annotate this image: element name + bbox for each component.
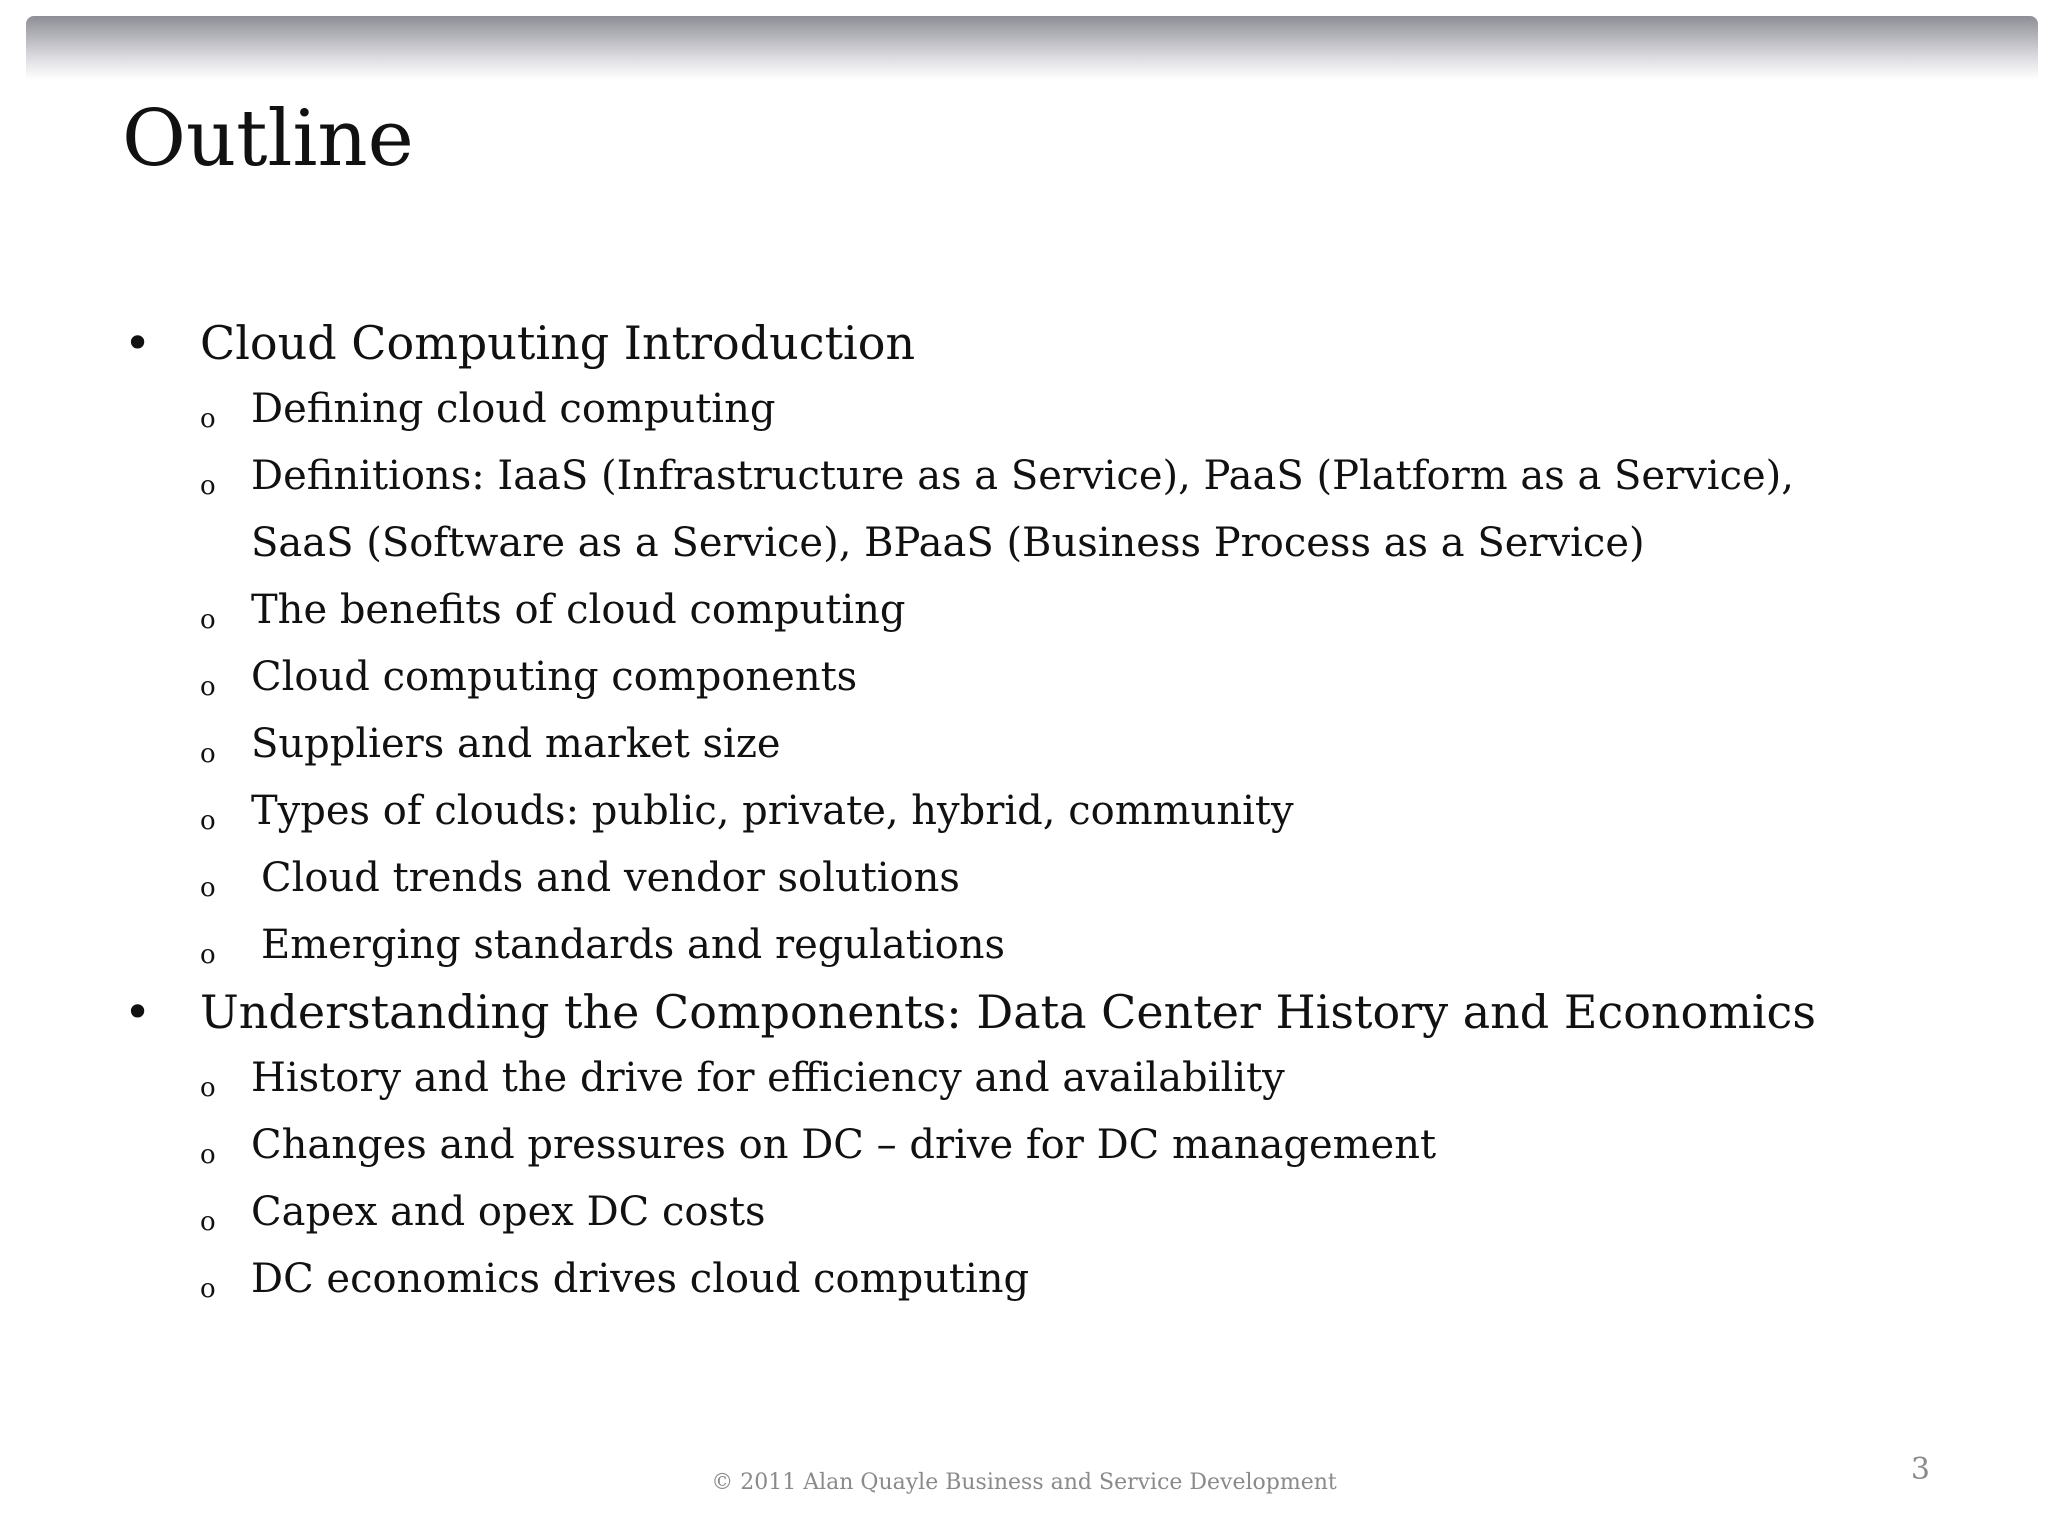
list-item [0, 1045, 1811, 1112]
section-heading-text: Understanding the Components: Data Center History and Economics [200, 985, 1816, 1039]
list-item [0, 376, 1811, 443]
sub-bullet-icon: o [200, 940, 216, 970]
list-item-text: Capex and opex DC costs [251, 1189, 766, 1235]
list-item-text: Cloud trends and vendor solutions [261, 855, 960, 901]
list-item [0, 1246, 1811, 1313]
sub-bullet-icon: o [200, 1073, 216, 1103]
sub-bullet-icon: o [200, 739, 216, 769]
list-item-text: History and the drive for efficiency and availability [251, 1055, 1285, 1101]
list-item [0, 845, 1811, 912]
bullet-icon: • [124, 316, 152, 370]
slide-title: Outline [122, 94, 414, 184]
section-heading-text: Cloud Computing Introduction [200, 316, 916, 370]
sub-bullet-icon: o [200, 1140, 216, 1170]
sub-bullet-icon: o [200, 1274, 216, 1304]
list-item-text: Types of clouds: public, private, hybrid, community [251, 788, 1294, 834]
list-item [0, 644, 1811, 711]
list-item-text: Defining cloud computing [251, 386, 776, 432]
list-item-text: Definitions: IaaS (Infrastructure as a Service), PaaS (Platform as a Service), SaaS (Software as a Service), BPaaS (Business Process as a Service) [251, 453, 1794, 566]
list-item [0, 577, 1811, 644]
list-item-text: DC economics drives cloud computing [251, 1256, 1030, 1302]
list-item [0, 912, 1811, 979]
list-item-text: Emerging standards and regulations [261, 922, 1006, 968]
list-item-text: Cloud computing components [251, 654, 858, 700]
sub-bullet-icon: o [200, 471, 216, 501]
list-item [0, 1112, 1811, 1179]
list-item-text: Changes and pressures on DC – drive for DC management [251, 1122, 1437, 1168]
list-item [0, 443, 1811, 577]
sub-bullet-icon: o [200, 873, 216, 903]
outline-list [0, 310, 2048, 1313]
footer-copyright: © 2011 Alan Quayle Business and Service Development [711, 1470, 1337, 1495]
list-item [0, 711, 1811, 778]
list-item-text: The benefits of cloud computing [251, 587, 906, 633]
list-item [0, 778, 1811, 845]
sub-bullet-icon: o [200, 1207, 216, 1237]
list-item [0, 1179, 1811, 1246]
section-heading [0, 310, 2048, 376]
list-item-text: Suppliers and market size [251, 721, 781, 767]
page-number: 3 [1910, 1452, 1930, 1487]
sub-bullet-icon: o [200, 605, 216, 635]
section-heading [0, 979, 2048, 1045]
sub-bullet-icon: o [200, 672, 216, 702]
sub-bullet-icon: o [200, 806, 216, 836]
sub-bullet-icon: o [200, 404, 216, 434]
header-band [26, 16, 2038, 80]
bullet-icon: • [124, 985, 152, 1039]
